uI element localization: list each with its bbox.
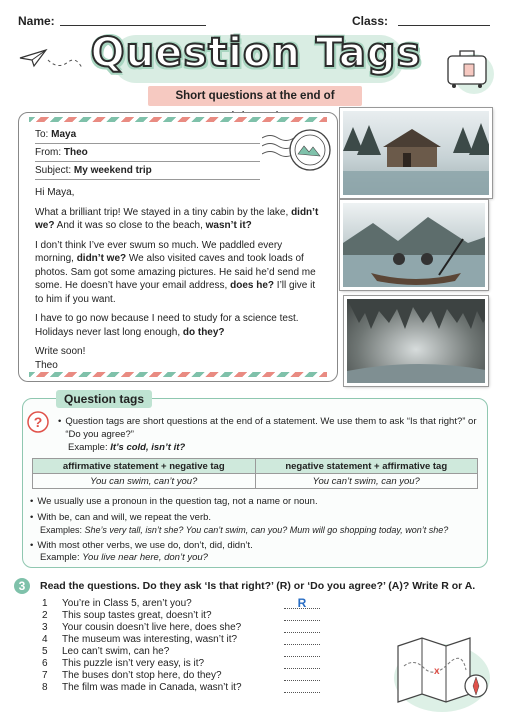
- canoe-photo: [340, 200, 488, 290]
- map-icon: [382, 616, 492, 716]
- answer-field[interactable]: R: [284, 598, 320, 609]
- svg-text:?: ?: [33, 414, 43, 430]
- answer-field[interactable]: [284, 610, 320, 621]
- exercise-item-number: 6: [42, 658, 48, 669]
- exercise-item-text: The museum was interesting, wasn’t it?: [62, 634, 238, 645]
- exercise-item-text: The buses don’t stop here, do they?: [62, 670, 222, 681]
- exercise-item-text: The film was made in Canada, wasn’t it?: [62, 682, 242, 693]
- to-row: To: Maya: [35, 127, 260, 144]
- rule-3-example: You live near here, don’t you?: [82, 552, 208, 563]
- exercise-item-number: 2: [42, 610, 48, 621]
- rule-3: • With most other verbs, we use do, don’t, did, didn’t.: [30, 539, 253, 551]
- grammar-example: It’s cold, isn’t it?: [110, 442, 186, 453]
- exercise-list: [42, 598, 342, 694]
- postmark-stamp-icon: [262, 124, 334, 176]
- grammar-title: Question tags: [56, 390, 152, 408]
- cave-photo: [344, 296, 488, 386]
- exercise-item-text: This soup tastes great, doesn’t it?: [62, 610, 212, 621]
- letter-signature: Theo: [35, 359, 58, 371]
- exercise-item: [42, 670, 342, 682]
- grammar-intro: • Question tags are short questions at the end of a statement. We use them to ask “Is that right?” or “Do you agree?” Example: It’s cold, isn’t it?: [58, 416, 477, 453]
- question-mark-icon: [26, 410, 50, 434]
- exercise-instruction: Read the questions. Do they ask ‘Is that right?’ (R) or ‘Do you agree?’ (A)? Write R or A.: [40, 580, 476, 592]
- name-field[interactable]: [60, 14, 206, 26]
- page-title: Question Tags: [90, 30, 422, 76]
- svg-text:x: x: [434, 666, 440, 677]
- answer-field[interactable]: [284, 658, 320, 669]
- exercise-item-text: You’re in Class 5, aren’t you?: [62, 598, 192, 609]
- letter-paragraph-2: I don’t think I’ve ever swum so much. We paddled every morning, didn’t we? We also visited caves and took loads of photos. Sam got some amazing pictures. He said he’d send me some. He doesn’t have your email address, does he? I’ll give it to him if you want.: [35, 239, 316, 305]
- answer-field[interactable]: [284, 634, 320, 645]
- page-subtitle: Short questions at the end of: [148, 86, 362, 106]
- exercise-item-number: 5: [42, 646, 48, 657]
- exercise-item-number: 1: [42, 598, 48, 609]
- subject-row: Subject: My weekend trip: [35, 163, 260, 180]
- compass-icon: [462, 672, 490, 700]
- exercise-item-number: 3: [42, 622, 48, 633]
- exercise-number: 3: [14, 578, 30, 594]
- letter-paragraph-1: What a brilliant trip! We stayed in a tiny cabin by the lake, didn’t we? And it was so close to the beach, wasn’t it?: [35, 206, 319, 231]
- table-header-1: affirmative statement + negative tag: [33, 459, 256, 474]
- exercise-item-number: 8: [42, 682, 48, 693]
- exercise-item-text: Leo can’t swim, can he?: [62, 646, 170, 657]
- table-cell-1: You can swim, can’t you?: [33, 474, 256, 489]
- exercise-item: [42, 598, 342, 610]
- exercise-item-number: 4: [42, 634, 48, 645]
- answer-field[interactable]: [284, 646, 320, 657]
- table-cell-2: You can’t swim, can you?: [255, 474, 478, 489]
- exercise-item: [42, 658, 342, 670]
- from-value: Theo: [63, 147, 88, 158]
- letter-paragraph-3: I have to go now because I need to study for a science test. Holidays never last long enough, do they?: [35, 313, 299, 338]
- airmail-border-bottom: [29, 372, 327, 377]
- answer-field[interactable]: [284, 622, 320, 633]
- class-field[interactable]: [398, 14, 490, 26]
- table-header-2: negative statement + affirmative tag: [255, 459, 478, 474]
- class-label: Class:: [352, 14, 389, 28]
- name-label: Name:: [18, 14, 55, 28]
- cabin-lake-photo: [340, 108, 492, 198]
- exercise-item: [42, 622, 342, 634]
- exercise-item-text: Your cousin doesn’t live here, does she?: [62, 622, 242, 633]
- question-tag-table: [32, 458, 478, 489]
- rule-2-examples: She’s very tall, isn’t she? You can’t swim, can you? Mum will go shopping today, won’t she?: [84, 525, 449, 535]
- subject-value: My weekend trip: [73, 165, 152, 176]
- rule-1: • We usually use a pronoun in the question tag, not a name or noun.: [30, 496, 318, 507]
- answer-field[interactable]: [284, 682, 320, 693]
- letter-body: [35, 186, 323, 372]
- grammar-rules: • We usually use a pronoun in the question tag, not a name or noun. • With be, can and will, we repeat the verb. Examples: She’s very tall, isn’t she? You can’t swim, can you? Mum will go shopping today, won’t she? • With most other verbs, we use do, don’t, did, didn’t. Example: You live near here, don’t you?: [30, 496, 480, 565]
- exercise-item-number: 7: [42, 670, 48, 681]
- exercise-item-text: This puzzle isn’t very easy, is it?: [62, 658, 205, 669]
- exercise-item: [42, 610, 342, 622]
- rule-2: • With be, can and will, we repeat the verb.: [30, 511, 212, 523]
- letter-greeting: Hi Maya,: [35, 187, 75, 198]
- to-value: Maya: [51, 129, 77, 140]
- from-row: From: Theo: [35, 145, 260, 162]
- airmail-border-top: [29, 117, 327, 122]
- exercise-item: [42, 682, 342, 694]
- letter-closing: Write soon! Theo: [35, 346, 86, 371]
- answer-field[interactable]: [284, 670, 320, 681]
- exercise-item: [42, 646, 342, 658]
- exercise-item: [42, 634, 342, 646]
